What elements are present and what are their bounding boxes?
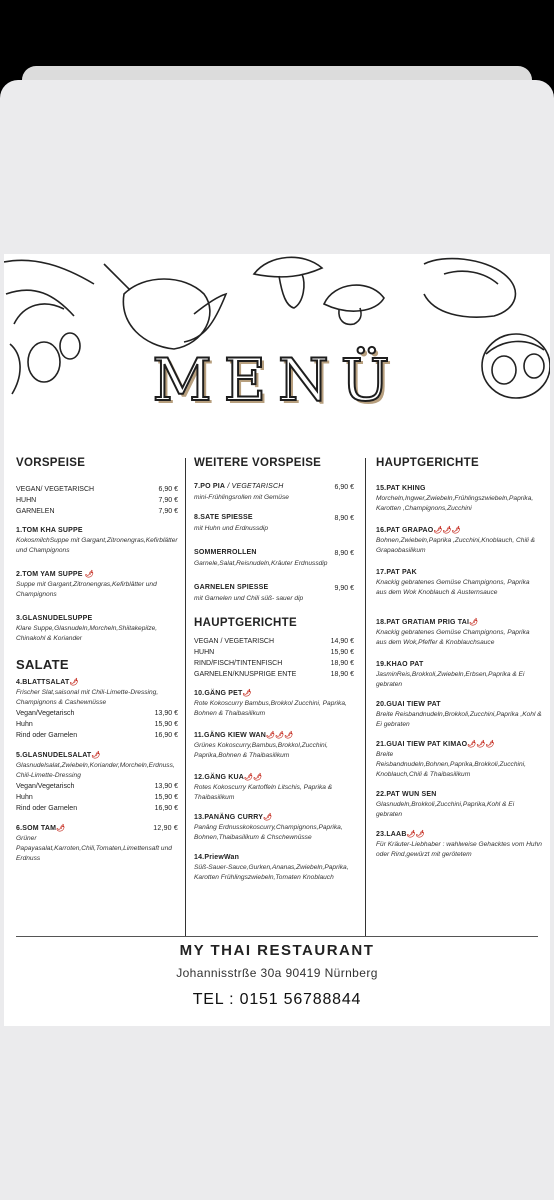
menu-item: SOMMERROLLEN 8,90 € Garnele,Salat,Reisnudeln,Kräuter Erdnussdip <box>194 549 354 567</box>
chili-icon: 🌶 <box>263 814 273 821</box>
menu-item: 15.PAT KHING Morcheln,Ingwer,Zwiebeln,Frühlingszwiebeln,Paprika, Karotten ,Champignons,Zucchini <box>376 485 534 512</box>
menu-item: 23.LAAB🌶🌶 Für Kräuter-Liebhaber : wahlweise Gehacktes vom Huhn oder Rind,gewürzt mit gerötetem <box>376 831 542 858</box>
column-divider <box>185 458 186 936</box>
menu-item: 20.GUAI TIEW PAT Breite Reisbandnudeln,Brokkoli,Zucchini,Paprika ,Kohl & Ei gebraten <box>376 701 542 728</box>
menu-item: 17.PAT PAK Knackig gebratenes Gemüse Champignons, Paprika aus dem Wok Knoblauch & Austernsauce <box>376 569 530 596</box>
chili-icon: 🌶🌶🌶 <box>266 732 294 739</box>
section-title: WEITERE VORSPEISE <box>194 457 322 469</box>
menu-item: 10.GÄNG PET🌶 Rote Kokoscurry Bambus,Brokkol Zucchini, Paprika, Bohnen & Thaibasilikum <box>194 690 347 717</box>
price-row: GARNELEN 7,90 € <box>16 508 178 515</box>
menu-item: 5.GLASNUDELSALAT🌶 Glasnudelsalat,Zwiebeln,Koriander,Morcheln,Erdnuss, Chili-Limette-Dressing Vegan/Vegetarisch 13,90 € Huhn 15,90 € Rind oder Garnelen 16,90 € <box>16 752 178 812</box>
price-row: VEGAN/ VEGETARISCH 6,90 € <box>16 486 178 493</box>
chili-icon: 🌶 <box>56 825 66 832</box>
section-title: SALATE <box>16 657 69 672</box>
price-row: HUHN 7,90 € <box>16 497 178 504</box>
menu-item: 6.SOM TAM🌶 12,90 € Grüner Papayasalat,Karroten,Chili,Tomaten,Limettensaft und Erdnuss <box>16 825 178 862</box>
chili-icon: 🌶 <box>84 571 94 578</box>
menu-item: 18.PAT GRATIAM PRIG TAI🌶 Knackig gebratenes Gemüse Champignons, Paprika aus dem Wok,Pfeffer & Knoblauchsauce <box>376 619 530 646</box>
menu-item: GARNELEN SPIESSE 9,90 € mit Garnelen und Chili süß- sauer dip <box>194 584 354 602</box>
chili-icon: 🌶 <box>469 619 479 626</box>
menu-image[interactable] <box>4 254 550 1026</box>
column-left <box>16 454 178 864</box>
restaurant-address: Johannisstrße 30a 90419 Nürnberg <box>176 966 378 980</box>
column-middle: WEITERE VORSPEISE 7.PO PIA / VEGETARISCH 6,90 € mini-Frühlingsrollen mit Gemüse 8.SATE SPIESSE 8,90 € mit Huhn und Erdnussdip SOMMERROLLEN 8,90 € Garnele,Salat,Reisnudeln,Kräuter Erdnussdip GARNELEN SPIESSE 9,90 € mit Garnelen und Chili süß- sauer dip HAUPTGERICHTE VEGAN / VEGETARISCH 14,90 € HUHN 15,90 € RIND/FISCH/TINTENFISCH 18,90 € GARNELEN/KNUSPRIGE ENTE 18,90 € 10.GÄNG PET🌶 Rote Kokoscurry Bambus,Brokkol Zucchini, Paprika, Bohnen & Thaibasilikum 11.GÄNG KIEW WAN🌶🌶🌶 Grünes Kokoscurry,Bambus,Brokkol,Zucchini, Paprika,Bohnen & Thaibasilikum 12.GÄNG KUA🌶🌶 Rotes Kokoscurry Kartoffeln Litschis, Paprika & Thaibasilikum 13.PANÄNG CURRY🌶 Panäng Erdnusskokoscurry,Champignons,Paprika, Bohnen,Thaibasilikum & Chschewnüsse 14.PriewWan Süß-Sauer-Sauce,Gurken,Ananas,Zwiebeln,Paprika, Karotten Frühlingszwiebeln,Tomaten Knoblauch <box>194 457 354 881</box>
menu-item: 16.PAT GRAPAO🌶🌶🌶 Bohnen,Zwiebeln,Paprika ,Zucchini,Knoblauch, Chili & Grapaobasilikum <box>376 527 536 554</box>
section-title: VORSPEISE <box>16 457 86 469</box>
restaurant-phone: TEL : 0151 56788844 <box>192 991 362 1008</box>
menu-item: 11.GÄNG KIEW WAN🌶🌶🌶 Grünes Kokoscurry,Bambus,Brokkol,Zucchini, Paprika,Bohnen & Thaibasilikum <box>194 732 328 759</box>
menu-item: 7.PO PIA / VEGETARISCH 6,90 € mini-Frühlingsrollen mit Gemüse <box>194 483 354 501</box>
column-right <box>376 454 542 860</box>
chili-icon: 🌶🌶🌶 <box>433 527 461 534</box>
chili-icon: 🌶🌶 <box>244 774 263 781</box>
chili-icon: 🌶 <box>242 690 252 697</box>
menu-item: 3.GLASNUDELSUPPE Klare Suppe,Glasnudeln,Morcheln,Shiitakepilze, Chinakohl & Koriander <box>16 615 158 642</box>
menu-item: 1.TOM KHA SUPPE KokosmilchSuppe mit Gargant,Zitronengras,Kefirblätter und Champignons <box>16 527 178 554</box>
menu-item: 14.PriewWan Süß-Sauer-Sauce,Gurken,Ananas,Zwiebeln,Paprika, Karotten Frühlingszwiebeln,Tomaten Knoblauch <box>194 854 349 881</box>
section-title: HAUPTGERICHTE <box>376 457 479 469</box>
menu-item: 13.PANÄNG CURRY🌶 Panäng Erdnusskokoscurry,Champignons,Paprika, Bohnen,Thaibasilikum & Chschewnüsse <box>194 814 343 841</box>
menu-item: 21.GUAI TIEW PAT KIMAO🌶🌶🌶 Breite Reisbandnudeln,Bohnen,Paprika,Brokkoli,Zucchini, Knoblauch,Chili & Thaibasilikum <box>376 741 526 778</box>
chili-icon: 🌶 <box>69 679 79 686</box>
menu-item: 4.BLATTSALAT🌶 Frischer Slat,saisonal mit Chili-Limette-Dressing, Champignons & Cashewnüsse Vegan/Vegetarisch 13,90 € Huhn 15,90 € Rind oder Garnelen 16,90 € <box>16 679 178 739</box>
column-divider <box>365 458 366 936</box>
menu-item: 22.PAT WUN SEN Glasnudeln,Brokkoli,Zucchini,Paprika,Kohl & Ei gebraten <box>376 791 515 818</box>
chili-icon: 🌶 <box>91 752 101 759</box>
footer-divider <box>16 936 538 937</box>
section-title: HAUPTGERICHTE <box>194 617 297 629</box>
restaurant-name: MY THAI RESTAURANT <box>179 942 375 959</box>
menu-title: MENÜ <box>152 346 402 414</box>
menu-item: 8.SATE SPIESSE 8,90 € mit Huhn und Erdnussdip <box>194 514 354 532</box>
menu-item: 2.TOM YAM SUPPE 🌶 Suppe mit Gargant,Zitronengras,Kefirblätter und Champignons <box>16 571 157 598</box>
chili-icon: 🌶🌶🌶 <box>467 741 495 748</box>
chili-icon: 🌶🌶 <box>406 831 425 838</box>
menu-item: 19.KHAO PAT JasminReis,Brokkoli,Zwiebeln,Erbsen,Paprika & Ei gebraten <box>376 661 525 688</box>
menu-item: 12.GÄNG KUA🌶🌶 Rotes Kokoscurry Kartoffeln Litschis, Paprika & Thaibasilikum <box>194 774 333 801</box>
